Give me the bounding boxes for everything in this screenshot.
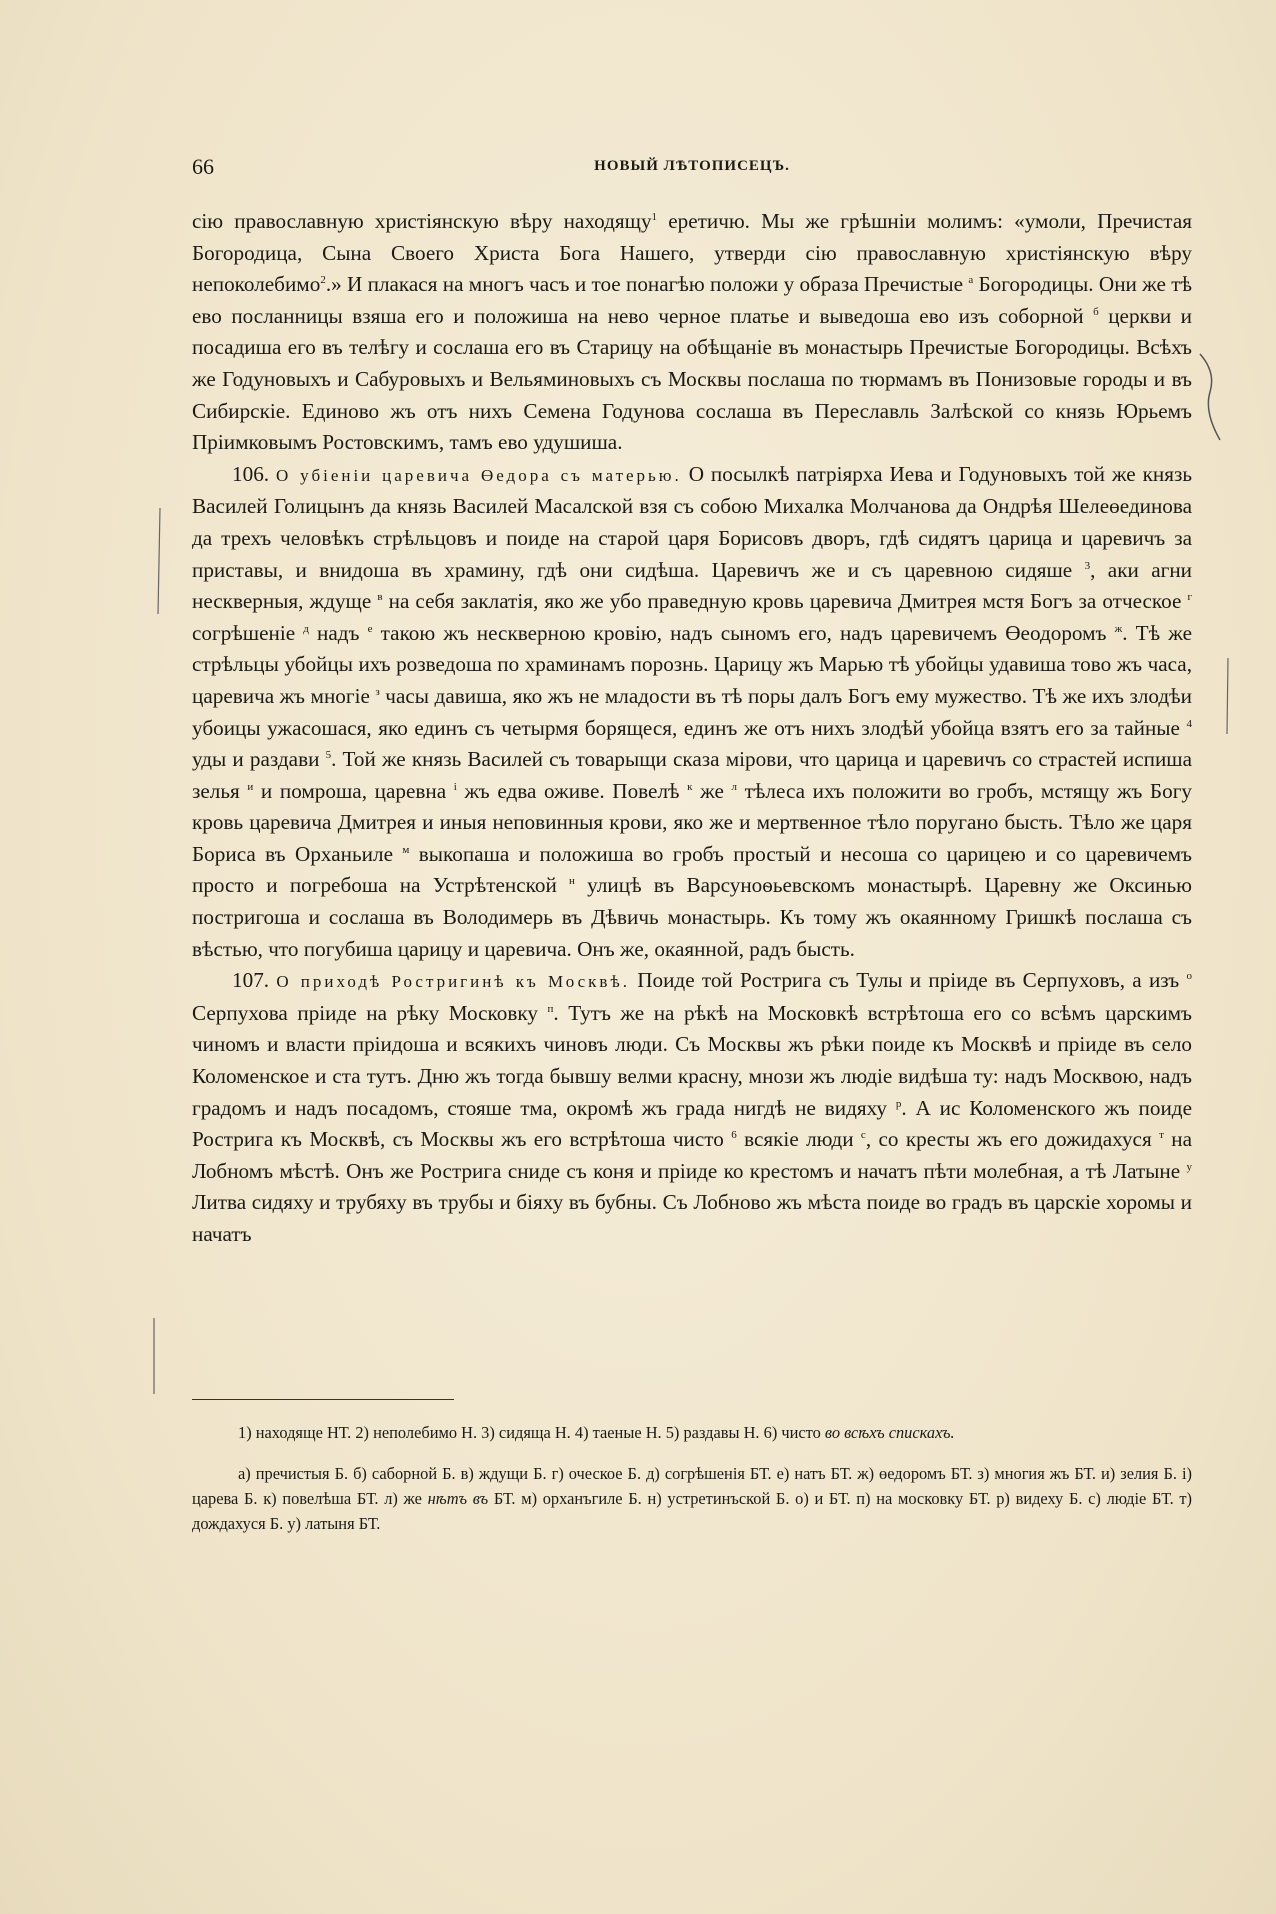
page-number: 66	[192, 154, 214, 179]
section-number: 106.	[232, 461, 277, 486]
variant-ref: в	[377, 591, 383, 604]
section-title: О приходѣ Ростригинѣ къ Москвѣ.	[276, 972, 630, 992]
footnote-ref: 5	[325, 749, 332, 762]
page-header	[192, 154, 1192, 184]
paragraph-continuation: сію православную христіянскую вѣру находящу$^1$ еретичю. Мы же грѣшніи молимъ: «умоли, Пречистая Богородица, Сына Своего Христа Бога Нашего, утверди сію православную христіянскую вѣру непоколебимо$^2$.» И плакася на многъ часъ и тое понагѣю положи у образа Пречистые $^а$ Богородицы. Они же тѣ ево посланницы взяша его и положиша на нево черное платье и выведоша ево изъ соборной $^б$ церкви и посадиша его въ телѣгу и сослаша его въ Старицу на обѣщаніе въ монастырь Пречистые Богородицы. Всѣхъ же Годуновыхъ и Сабуровыхъ и Вельяминовыхъ съ Москвы послаша по тюрмамъ въ Понизовые городы и въ Сибирскіе. Единово жъ отъ нихъ Семена Годунова сослаша въ Переславль Залѣской со князь Юрьемъ Пріимковымъ Ростовскимъ, тамъ ево удушиша.	[192, 209, 1193, 455]
variant-ref: с	[860, 1129, 866, 1142]
variant-ref: т	[1159, 1129, 1164, 1142]
margin-line-mark	[150, 506, 170, 616]
footnote-ref: 1	[651, 210, 658, 223]
variant-ref: и	[247, 780, 254, 793]
variant-ref: м	[402, 843, 410, 856]
variant-ref: п	[547, 1002, 554, 1015]
footnote-ref: 2	[320, 274, 326, 287]
variant-ref: р	[895, 1097, 902, 1110]
footnote-ref: 3	[1084, 559, 1091, 572]
variant-ref: г	[1187, 591, 1192, 604]
footnote-ref: 4	[1186, 717, 1192, 730]
variant-ref: б	[1093, 305, 1099, 318]
footnote-divider	[192, 1399, 454, 1400]
variant-ref: о	[1186, 970, 1193, 983]
variant-ref: а	[968, 274, 974, 287]
section-title: О убіеніи царевича Өедора съ матерью.	[276, 465, 682, 485]
paragraph-106: 106. О убіеніи царевича Өедора съ матерью. О посылкѣ патріярха Иева и Годуновыхъ той же князь Василей Голицынъ да князь Василей Масалской взя съ собою Михалка Молчанова да Ондрѣя Шелеөединова да трехъ человѣкъ стрѣльцовъ и поиде на старой царя Борисовъ дворъ, гдѣ сидятъ царица и царевичъ за приставы, и внидоша въ храмину, гдѣ они сидѣша. Царевичъ же и съ царевною сидяше $^3$, аки агни нескверныя, ждуще $^в$ на себя заклатія, яко же убо праведную кровь царевича Дмитрея мстя Богъ за отческое $^г$ согрѣшеніе $^д$ надъ $^е$ такою жъ нескверною кровію, надъ сыномъ его, надъ царевичемъ Өеодоромъ $^ж$. Тѣ же стрѣльцы убойцы ихъ розведоша по храминамъ порознь. Царицу жъ Марью тѣ убойцы удавиша тово жъ часа, царевича жъ многіе $^з$ часы давиша, яко жъ не младости въ тѣ поры далъ Богъ ему мужество. Тѣ же ихъ злодѣи убоицы ужасошася, яко единъ съ четырмя борящеся, единъ же отъ нихъ злодѣй убойца взятъ его за тайные $^4$ уды и раздави $^5$. Той же князь Василей съ товарыщи сказа мірови, что царица и царевичъ со страстей испиша зелья $^и$ и помроша, царевна $^і$ жъ едва оживе. Повелѣ $^к$ же $^л$ тѣлеса ихъ положити во гробъ, мстящу жъ Богу кровь царевича Дмитрея и иныя неповинныя крови, яко же и мертвенное тѣло поругано бысть. Тѣло же царя Бориса въ Орханьиле $^м$ выкопаша и положиша во гробъ простый и несоша со царицею и со царевичемъ просто и погребоша на Устрѣтенской $^н$ улицѣ въ Варсуноѳьевскомъ монастырѣ. Царевну же Оксинью постригоша и сослаша въ Володимерь въ Дѣвичь монастырь. Къ тому жъ окаянному Гришкѣ послаша съ вѣстью, что погубиша царицу и царевича. Онъ же, окаянной, радъ бысть.	[192, 461, 1193, 961]
paragraph-107: 107. О приходѣ Ростригинѣ къ Москвѣ. Поиде той Рострига съ Тулы и пріиде въ Серпуховъ, а изъ $^о$ Серпухова пріиде на рѣку Московку $^п$. Тутъ же на рѣкѣ на Московкѣ встрѣтоша его со всѣмъ царскимъ чиномъ и власти пріидоша и всякихъ чиновъ люди. Съ Москвы жъ рѣки поиде къ Москвѣ и пріиде въ село Коломенское и ста тутъ. Дню жъ тогда бывшу велми красну, мнози жъ людіе видѣша ту: надъ Москвою, надъ градомъ и надъ посадомъ, стояше тма, окромѣ жъ града нигдѣ не видяху $^р$. А ис Коломенского жъ поиде Рострига къ Москвѣ, съ Москвы жъ его встрѣтоша чисто $^6$ всякіе люди $^с$, со кресты жъ его дожидахуся $^т$ на Лобномъ мѣстѣ. Онъ же Рострига сниде съ коня и пріиде ко крестомъ и начатъ пѣти молебная, а тѣ Латыне $^у$ Литва сидяху и трубяху въ трубы и біяху въ бубны. Съ Лобново жъ мѣста поиде во градъ въ царскіе хоромы и начатъ	[192, 968, 1193, 1246]
variant-ref: у	[1186, 1160, 1192, 1173]
lettered-footnotes: а) пречистыя Б. б) саборной Б. в) ждущи Б. г) оческое Б. д) согрѣшенія БТ. е) натъ БТ. ж) өедоромъ БТ. з) многия жъ БТ. и) зелия Б. і) царева Б. к) повелѣша БТ. л) же нѣтъ въ БТ. м) орханъгиле Б. н) устретинъской Б. о) и БТ. п) на московку БТ. р) видеху Б. с) людіе БТ. т) дождахуся Б. у) латыня БТ.	[192, 1464, 1192, 1533]
margin-bracket-mark	[1196, 352, 1226, 442]
variant-ref: д	[303, 622, 309, 635]
main-text	[192, 206, 1192, 1251]
margin-line-mark	[1220, 656, 1236, 736]
section-number: 107.	[232, 968, 277, 993]
footnote-ref: 6	[731, 1129, 737, 1142]
variant-ref: е	[367, 622, 373, 635]
variant-ref: з	[375, 685, 380, 698]
variant-ref: ж	[1114, 622, 1123, 635]
margin-line-mark	[146, 1316, 162, 1396]
variant-ref: к	[687, 780, 693, 793]
numbered-footnotes: 1) находяще НТ. 2) неполебимо Н. 3) сидяща Н. 4) таеные Н. 5) раздавы Н. 6) чисто во всѣхъ спискахъ.	[238, 1423, 955, 1442]
variant-ref: н	[569, 875, 575, 888]
variant-ref: і	[453, 780, 457, 793]
running-title: НОВЫЙ ЛѢТОПИСЕЦЪ.	[594, 158, 790, 174]
footnotes	[192, 1420, 1192, 1536]
variant-ref: л	[731, 780, 738, 793]
